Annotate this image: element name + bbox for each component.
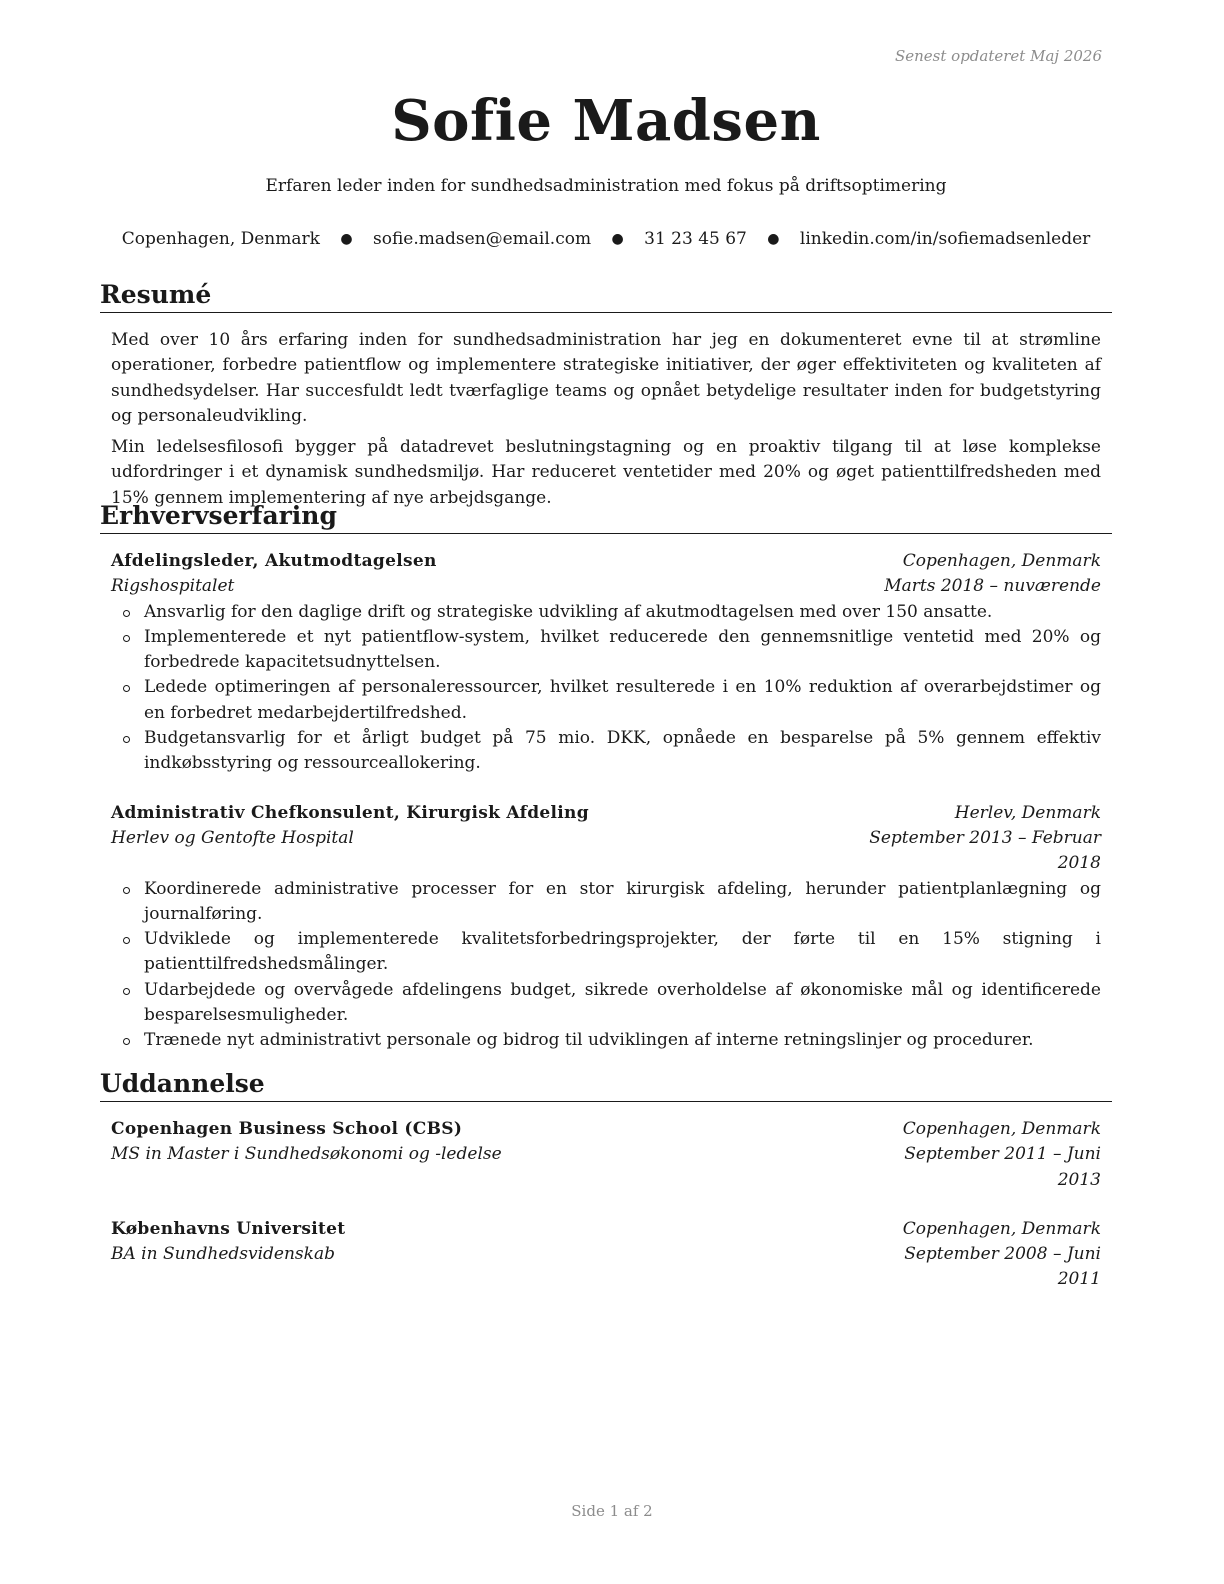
bullet-item: Koordinerede administrative processer for en stor kirurgisk afdeling, herunder patientplanlægning og journalføring.: [144, 877, 1101, 928]
school-name: Københavns Universitet: [111, 1218, 346, 1239]
candidate-name: Sofie Madsen: [391, 88, 821, 154]
job-organization: Herlev og Gentofte Hospital: [111, 827, 354, 848]
contact-location: Copenhagen, Denmark: [121, 229, 320, 249]
section-resume: [100, 280, 1112, 511]
separator-dot: ●: [767, 231, 780, 247]
job-role: Afdelingsleder, Akutmodtagelsen: [111, 551, 437, 571]
separator-dot: ●: [611, 231, 624, 247]
job-bullets: [111, 877, 1101, 1054]
section-title-experience: Erhvervserfaring: [100, 501, 1112, 534]
contact-linkedin[interactable]: linkedin.com/in/sofiemadsenleder: [799, 229, 1091, 249]
bullet-item: Trænede nyt administrativt personale og bidrog til udviklingen af interne retningslinjer og procedurer.: [144, 1028, 1101, 1053]
section-title-resume: Resumé: [100, 280, 1112, 313]
job-role: Administrativ Chefkonsulent, Kirurgisk Afdeling: [111, 802, 589, 823]
job-location: Copenhagen, Denmark: [902, 551, 1101, 571]
job-dates: Marts 2018 – nuværende: [884, 576, 1101, 597]
tagline: Erfaren leder inden for sundhedsadministration med fokus på driftsoptimering: [265, 176, 947, 196]
bullet-item: Udarbejdede og overvågede afdelingens budget, sikrede overholdelse af økonomiske mål og identificerede besparelsesmuligheder.: [144, 978, 1101, 1029]
contact-line: [100, 229, 1112, 249]
separator-dot: ●: [340, 231, 353, 247]
education-entry: [100, 1217, 1112, 1293]
section-education: [100, 1069, 1112, 1293]
degree: MS in Master i Sundhedsøkonomi og -ledelse: [111, 1144, 502, 1165]
education-dates: September 2011 – Juni 2013: [904, 1144, 1101, 1190]
resume-paragraph: Min ledelsesfilosofi bygger på datadrevet beslutningstagning og en proaktiv tilgang til at løse komplekse udfordringer i et dynamisk sundhedsmiljø. Har reduceret ventetider med 20% og øget patienttilfredsheden med 15% gennem implementering af nye arbejdsgange.: [111, 437, 1101, 508]
contact-phone: 31 23 45 67: [644, 229, 747, 249]
page-number: Side 1 af 2: [571, 1502, 653, 1520]
school-name: Copenhagen Business School (CBS): [111, 1119, 463, 1139]
resume-paragraph: Med over 10 års erfaring inden for sundhedsadministration har jeg en dokumenteret evne til at strømline operationer, forbedre patientflow og implementere strategiske initiativer, der øger effektiviteten og kvaliteten af sundhedsydelser. Har succesfuldt ledt tværfaglige teams og opnået betydelige resultater inden for budgetstyring og personaleudvikling.: [111, 330, 1101, 426]
education-entry: [100, 1117, 1112, 1193]
section-experience: [100, 501, 1112, 1054]
school-location: Copenhagen, Denmark: [902, 1218, 1101, 1239]
job-organization: Rigshospitalet: [111, 576, 235, 597]
job-entry: [100, 549, 1112, 777]
job-entry: [100, 801, 1112, 1054]
education-dates: September 2008 – Juni 2011: [904, 1244, 1101, 1290]
bullet-item: Budgetansvarlig for et årligt budget på 75 mio. DKK, opnåede en besparelse på 5% gennem effektiv indkøbsstyring og ressourceallokering.: [144, 726, 1101, 777]
job-bullets: [111, 600, 1101, 777]
bullet-item: Ledede optimeringen af personaleressourcer, hvilket resulterede i en 10% reduktion af overarbejdstimer og en forbedret medarbejdertilfredshed.: [144, 675, 1101, 726]
bullet-item: Udviklede og implementerede kvalitetsforbedringsprojekter, der førte til en 15% stigning i patienttilfredshedsmålinger.: [144, 927, 1101, 978]
section-title-education: Uddannelse: [100, 1069, 1112, 1102]
job-location: Herlev, Denmark: [954, 802, 1101, 823]
job-dates: September 2013 – Februar 2018: [869, 827, 1101, 874]
bullet-item: Implementerede et nyt patientflow-system, hvilket reducerede den gennemsnitlige ventetid med 20% og forbedrede kapacitetsudnyttelsen.: [144, 625, 1101, 676]
degree: BA in Sundhedsvidenskab: [111, 1244, 335, 1265]
school-location: Copenhagen, Denmark: [902, 1119, 1101, 1139]
bullet-item: Ansvarlig for den daglige drift og strategiske udvikling af akutmodtagelsen med over 150 ansatte.: [144, 600, 1101, 625]
contact-email[interactable]: sofie.madsen@email.com: [372, 229, 592, 249]
last-updated: Senest opdateret Maj 2026: [894, 47, 1102, 65]
